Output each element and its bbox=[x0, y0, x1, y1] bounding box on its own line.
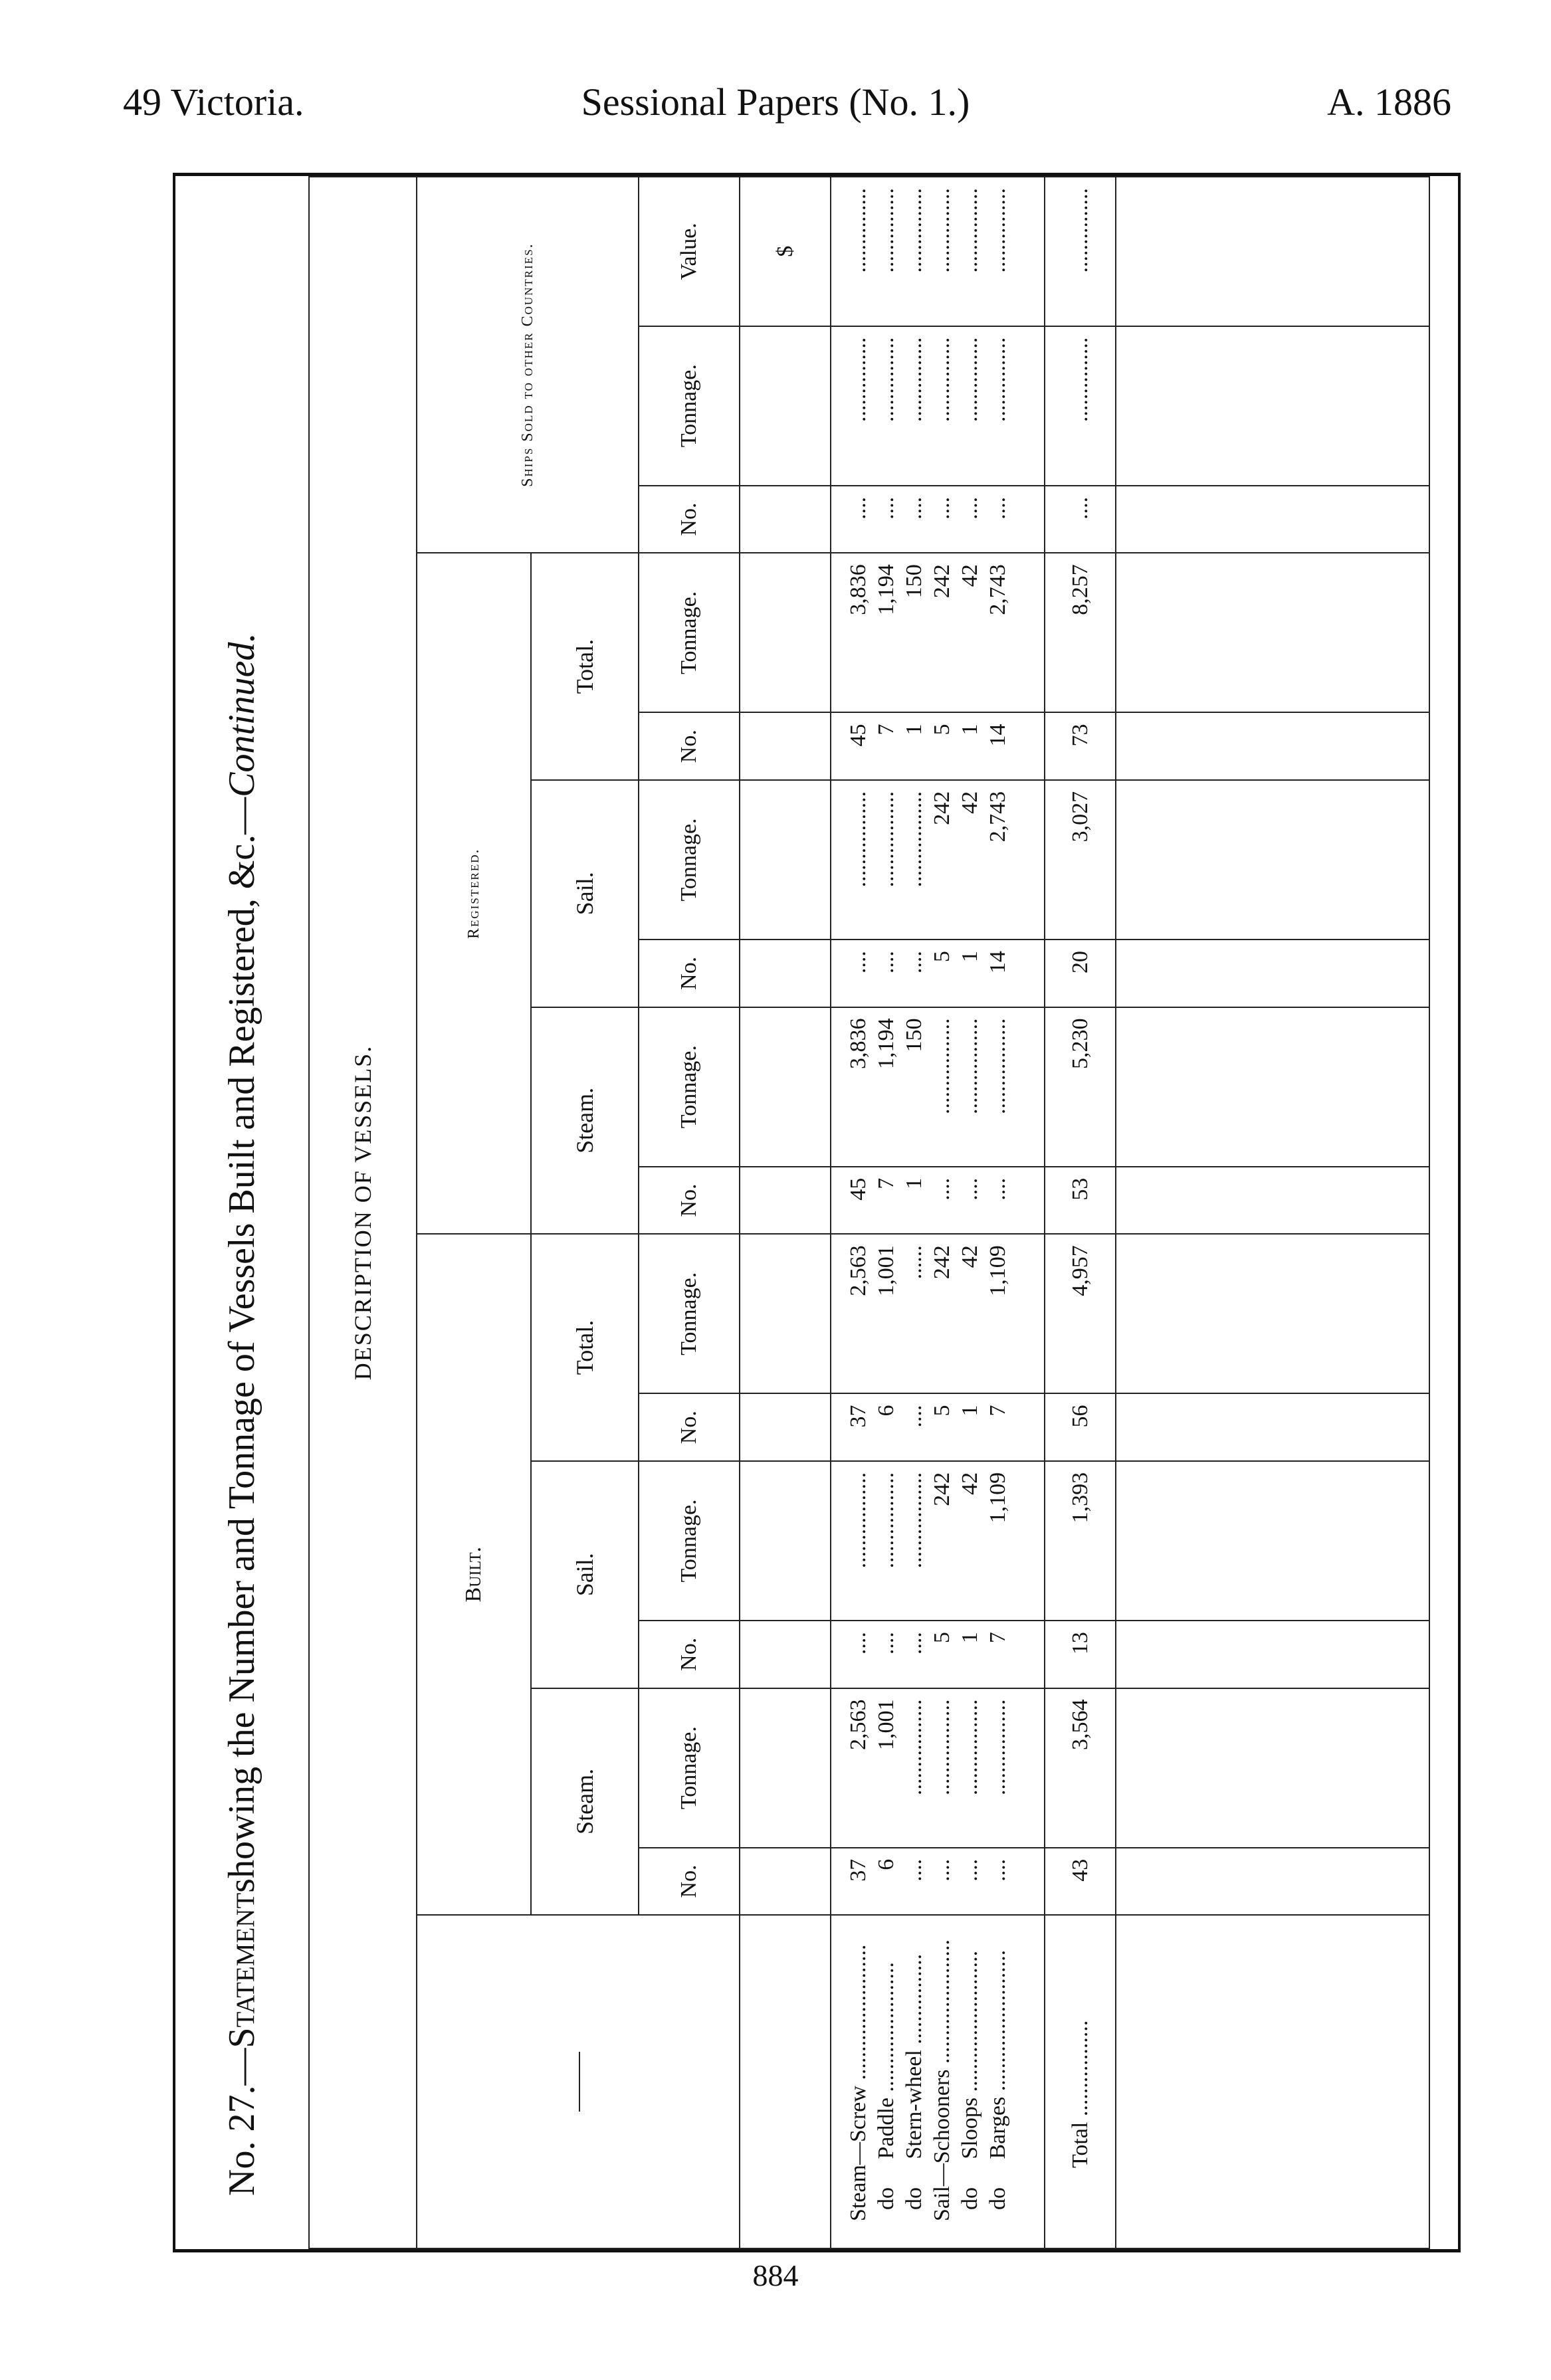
group-built: Built. bbox=[417, 1234, 531, 1915]
row-labels bbox=[831, 1915, 1045, 2248]
total-sold-no: .... bbox=[1045, 486, 1116, 553]
built-sail-no: .... .... .... 5 1 7 bbox=[831, 1621, 1045, 1688]
built-sail-tonnage: ................. ................. ................. 242 42 1,109 bbox=[831, 1461, 1045, 1621]
col-no: No. bbox=[639, 1393, 740, 1460]
col-no: No. bbox=[639, 1167, 740, 1234]
reg-total-tonnage: 3,836 1,194 150 242 42 2,743 bbox=[831, 553, 1045, 712]
col-no: No. bbox=[639, 712, 740, 779]
total-reg-sail-tonnage: 3,027 bbox=[1045, 780, 1116, 940]
empty-row bbox=[1116, 177, 1429, 2248]
total-row bbox=[1045, 177, 1116, 2248]
gap-cell bbox=[740, 1915, 831, 2248]
caption-text: showing the Number and Tonnage of Vessels Built and Registered, &c.— bbox=[221, 797, 262, 1893]
sub-built-steam: Steam. bbox=[531, 1688, 639, 1916]
total-label: Total ................. bbox=[1045, 1915, 1116, 2248]
reg-total-no: 45 7 1 5 1 14 bbox=[831, 712, 1045, 779]
sold-value: ............... ............... ............... ............... ............... ............... bbox=[831, 177, 1045, 326]
reg-steam-no: 45 7 1 .... .... .... bbox=[831, 1167, 1045, 1234]
col-tonnage: Tonnage. bbox=[639, 1007, 740, 1167]
header-left: 49 Victoria. bbox=[123, 80, 304, 124]
col-tonnage: Tonnage. bbox=[639, 1688, 740, 1848]
caption-statement: Statement bbox=[221, 1892, 262, 2048]
group-sold: Ships Sold to other Countries. bbox=[417, 177, 639, 553]
sub-reg-steam: Steam. bbox=[531, 1007, 639, 1235]
sold-no: .... .... .... .... .... .... bbox=[831, 486, 1045, 553]
col-tonnage: Tonnage. bbox=[639, 553, 740, 712]
row-label: do Barges ......................... bbox=[985, 1949, 1010, 2221]
col-no: No. bbox=[639, 1621, 740, 1688]
header-right: A. 1886 bbox=[1327, 80, 1451, 124]
reg-sail-no: .... .... .... 5 1 14 bbox=[831, 940, 1045, 1007]
sold-tonnage: ............... ............... ............... ............... ............... ............... bbox=[831, 326, 1045, 486]
total-built-sail-tonnage: 1,393 bbox=[1045, 1461, 1116, 1621]
built-steam-tonnage: 2,563 1,001 ................. ................. ................. ................. bbox=[831, 1688, 1045, 1848]
caption-number: No. 27.— bbox=[221, 2048, 262, 2196]
total-reg-total-tonnage: 8,257 bbox=[1045, 553, 1116, 712]
total-built-total-tonnage: 4,957 bbox=[1045, 1234, 1116, 1393]
col-no: No. bbox=[639, 1848, 740, 1915]
sub-built-total: Total. bbox=[531, 1234, 639, 1461]
currency-symbol: $ bbox=[740, 177, 831, 326]
total-reg-steam-tonnage: 5,230 bbox=[1045, 1007, 1116, 1167]
col-tonnage: Tonnage. bbox=[639, 1461, 740, 1621]
group-registered: Registered. bbox=[417, 553, 531, 1234]
built-steam-no: 37 6 .... .... .... .... bbox=[831, 1848, 1045, 1915]
total-built-steam-tonnage: 3,564 bbox=[1045, 1688, 1116, 1848]
row-label: Sail—Schooners ...................... bbox=[930, 1939, 954, 2221]
col-tonnage: Tonnage. bbox=[639, 780, 740, 940]
total-reg-steam-no: 53 bbox=[1045, 1167, 1116, 1234]
row-label: Steam—Screw ........................ bbox=[846, 1944, 871, 2221]
total-reg-sail-no: 20 bbox=[1045, 940, 1116, 1007]
reg-sail-tonnage: ................. ................. ................. 242 42 2,743 bbox=[831, 780, 1045, 940]
table-body-row bbox=[831, 177, 1045, 2248]
col-tonnage: Tonnage. bbox=[639, 326, 740, 486]
sub-built-sail: Sail. bbox=[531, 1461, 639, 1688]
total-sold-value: ............... bbox=[1045, 177, 1116, 326]
built-total-no: 37 6 .... 5 1 7 bbox=[831, 1393, 1045, 1460]
col-tonnage: Tonnage. bbox=[639, 1234, 740, 1393]
corner-dash bbox=[417, 1915, 740, 2248]
description-header: DESCRIPTION OF VESSELS. bbox=[309, 177, 417, 2248]
caption-continued: Continued. bbox=[221, 633, 262, 797]
table-frame bbox=[173, 173, 1461, 2252]
sub-reg-total: Total. bbox=[531, 553, 639, 780]
sub-reg-sail: Sail. bbox=[531, 780, 639, 1007]
header-center: Sessional Papers (No. 1.) bbox=[581, 80, 970, 124]
vessels-statement-table bbox=[308, 176, 1430, 2249]
total-built-total-no: 56 bbox=[1045, 1393, 1116, 1460]
col-no: No. bbox=[639, 486, 740, 553]
total-built-steam-no: 43 bbox=[1045, 1848, 1116, 1915]
row-label: do Paddle ....................... bbox=[874, 1961, 898, 2221]
rotated-table-container bbox=[175, 176, 1458, 2249]
reg-steam-tonnage: 3,836 1,194 150 ................. ................. ................. bbox=[831, 1007, 1045, 1167]
row-label: do Stern-wheel ................ bbox=[902, 1953, 926, 2221]
corner-dash-mark bbox=[579, 2052, 580, 2112]
col-value: Value. bbox=[639, 177, 740, 326]
total-built-sail-no: 13 bbox=[1045, 1621, 1116, 1688]
col-no: No. bbox=[639, 940, 740, 1007]
total-reg-total-no: 73 bbox=[1045, 712, 1116, 779]
page-number: 884 bbox=[752, 2258, 799, 2292]
row-label: do Sloops ......................... bbox=[958, 1950, 982, 2221]
total-sold-tonnage: ............... bbox=[1045, 326, 1116, 486]
built-total-tonnage: 2,563 1,001 ...... 242 42 1,109 bbox=[831, 1234, 1045, 1393]
table-caption bbox=[175, 176, 308, 2249]
